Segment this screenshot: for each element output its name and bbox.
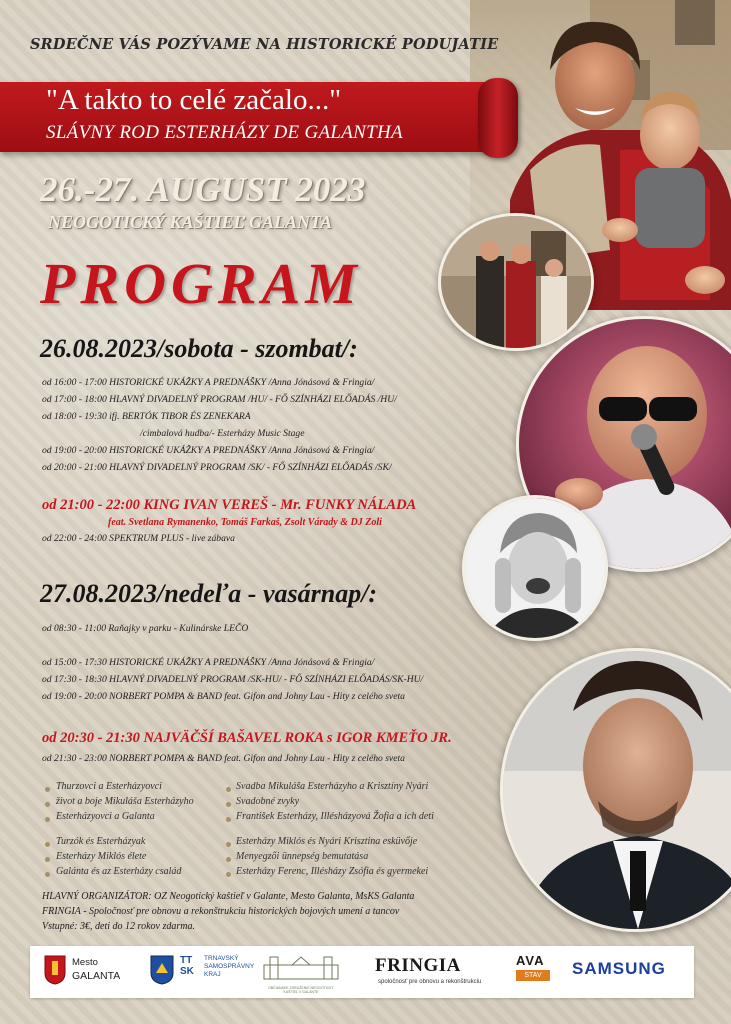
woman-bw-photo <box>462 495 608 641</box>
day1-highlight: od 21:00 - 22:00 KING IVAN VEREŠ - Mr. FUNKY NÁLADA <box>42 497 417 513</box>
bullet-icon <box>226 802 231 807</box>
ttsk-abbr-line2: SK <box>180 966 194 977</box>
topic-sk: život a boje Mikuláša Esterházyho <box>56 796 194 807</box>
invitation-text: SRDEČNE VÁS POZÝVAME NA HISTORICKÉ PODUJATIE <box>30 36 499 53</box>
ttsk-line2: SAMOSPRÁVNY <box>204 963 255 970</box>
ttsk-logo-abbr <box>180 955 194 977</box>
day1-row: od 16:00 - 17:00 HISTORICKÉ UKÁŽKY A PREDNÁŠKY /Anna Jónásová & Fringia/ <box>42 377 375 388</box>
topic-sk: Svadobné zvyky <box>236 796 300 807</box>
organizer-text: HLAVNÝ ORGANIZÁTOR: OZ Neogotický kaštieľ v Galante, Mesto Galanta, MsKS Galanta <box>42 891 415 902</box>
topic-sk: Svadba Mikuláša Esterházyho a Krisztíny Nyári <box>236 781 429 792</box>
day2-heading: 27.08.2023/nedeľa - vasárnap/: <box>40 579 378 608</box>
day1-row-sub: /cimbalová hudba/- Esterházy Music Stage <box>140 428 305 439</box>
galanta-crest-icon <box>44 955 66 985</box>
entry-fee-text: Vstupné: 3€, deti do 12 rokov zdarma. <box>42 921 195 932</box>
ava-logo: AVA <box>516 953 545 968</box>
ttsk-logo-text <box>204 955 254 979</box>
bullet-icon <box>45 817 50 822</box>
day1-row: od 19:00 - 20:00 HISTORICKÉ UKÁŽKY A PREDNÁŠKY /Anna Jónásová & Fringia/ <box>42 445 375 456</box>
day2-row-last: od 21:30 - 23:00 NORBERT POMPA & BAND feat. Gifon and Johny Lau - Hity z celého sveta <box>42 753 405 764</box>
bullet-icon <box>226 817 231 822</box>
day2-highlight: od 20:30 - 21:30 NAJVÄČŠÍ BAŠAVEL ROKA s IGOR KMEŤO JR. <box>42 730 452 746</box>
bullet-icon <box>226 872 231 877</box>
bullet-icon <box>226 857 231 862</box>
bullet-icon <box>45 857 50 862</box>
topic-sk: František Esterházy, Illésházyová Žofia a ich deti <box>236 811 434 822</box>
ttsk-crest-icon <box>150 955 174 985</box>
bullet-icon <box>226 787 231 792</box>
samsung-logo: SAMSUNG <box>572 959 666 978</box>
topic-hu: Esterházy Ferenc, Illésházy Zsófia és gyermekei <box>236 866 429 877</box>
fringia-logo: FRINGIA <box>375 955 461 976</box>
historical-actors-photo <box>438 213 594 351</box>
topic-sk: Thurzovci a Esterházyovci <box>56 781 162 792</box>
day1-row: od 20:00 - 21:00 HLAVNÝ DIVADELNÝ PROGRAM /SK/ - FŐ SZÍNHÁZI ELŐADÁS /SK/ <box>42 462 392 473</box>
day1-row: od 17:00 - 18:00 HLAVNÝ DIVADELNÝ PROGRAM /HU/ - FŐ SZÍNHÁZI ELŐADÁS /HU/ <box>42 394 397 405</box>
topic-hu: Esterházy Miklós és Nyári Krisztina esküvője <box>236 836 418 847</box>
event-date: 26.-27. AUGUST 2023 <box>40 170 366 209</box>
ttsk-abbr-line1: TT <box>180 955 193 966</box>
topic-hu: Esterházy Miklós élete <box>56 851 147 862</box>
day1-feat: feat. Svetlana Rymanenko, Tomáš Farkaš, Zsolt Várady & DJ Zoli <box>108 517 382 528</box>
kastiel-logo-text: OBČIANSKE ZDRUŽENIE NEOGOTICKÝ KAŠTIEĽ V GALANTE <box>268 986 334 994</box>
fringia-text: FRINGIA - Spoločnosť pre obnovu a rekonštrukciu historických bojových umení a tancov <box>42 906 400 917</box>
bullet-icon <box>45 842 50 847</box>
ava-logo-sub: STAV <box>516 970 550 981</box>
fringia-logo-sub: spoločnosť pre obnovu a rekonštrukciu <box>378 979 482 985</box>
ribbon-roll <box>478 78 518 158</box>
program-heading: PROGRAM <box>40 251 362 316</box>
day1-row-last: od 22:00 - 24:00 SPEKTRUM PLUS - live zábava <box>42 533 235 544</box>
ttsk-line3: KRAJ <box>204 971 221 978</box>
galanta-logo-line1: Mesto <box>72 957 98 968</box>
day2-row: od 17:30 - 18:30 HLAVNÝ DIVADELNÝ PROGRAM /SK-HU/ - FŐ SZÍNHÁZI ELŐADÁS/SK-HU/ <box>42 674 424 685</box>
ttsk-line1: TRNAVSKÝ <box>204 955 239 962</box>
kastiel-logo-icon <box>262 953 340 987</box>
bullet-icon <box>45 802 50 807</box>
day2-row: od 15:00 - 17:30 HISTORICKÉ UKÁŽKY A PREDNÁŠKY /Anna Jónásová & Fringia/ <box>42 657 375 668</box>
topic-hu: Turzók és Esterházyak <box>56 836 146 847</box>
bullet-icon <box>226 842 231 847</box>
bullet-icon <box>45 872 50 877</box>
day2-row: od 19:00 - 20:00 NORBERT POMPA & BAND feat. Gifon and Johny Lau - Hity z celého sveta <box>42 691 405 702</box>
event-title: "A takto to celé začalo..." <box>46 84 342 116</box>
topic-hu: Menyegzői ünnepség bemutatása <box>236 851 369 862</box>
topic-sk: Esterházyovci a Galanta <box>56 811 155 822</box>
day1-row: od 18:00 - 19:30 ifj. BERTÓK TIBOR ÉS ZENEKARA <box>42 411 251 422</box>
bullet-icon <box>45 787 50 792</box>
topic-hu: Galánta és az Esterházy család <box>56 866 182 877</box>
day1-heading: 26.08.2023/sobota - szombat/: <box>40 334 358 363</box>
event-subtitle: SLÁVNY ROD ESTERHÁZY DE GALANTHA <box>46 122 403 143</box>
galanta-logo-line2: GALANTA <box>72 970 121 982</box>
day2-row-morning: od 08:30 - 11:00 Raňajky v parku - Kulinárske LEČO <box>42 623 249 634</box>
event-venue: NEOGOTICKÝ KAŠTIEĽ GALANTA <box>48 212 333 232</box>
